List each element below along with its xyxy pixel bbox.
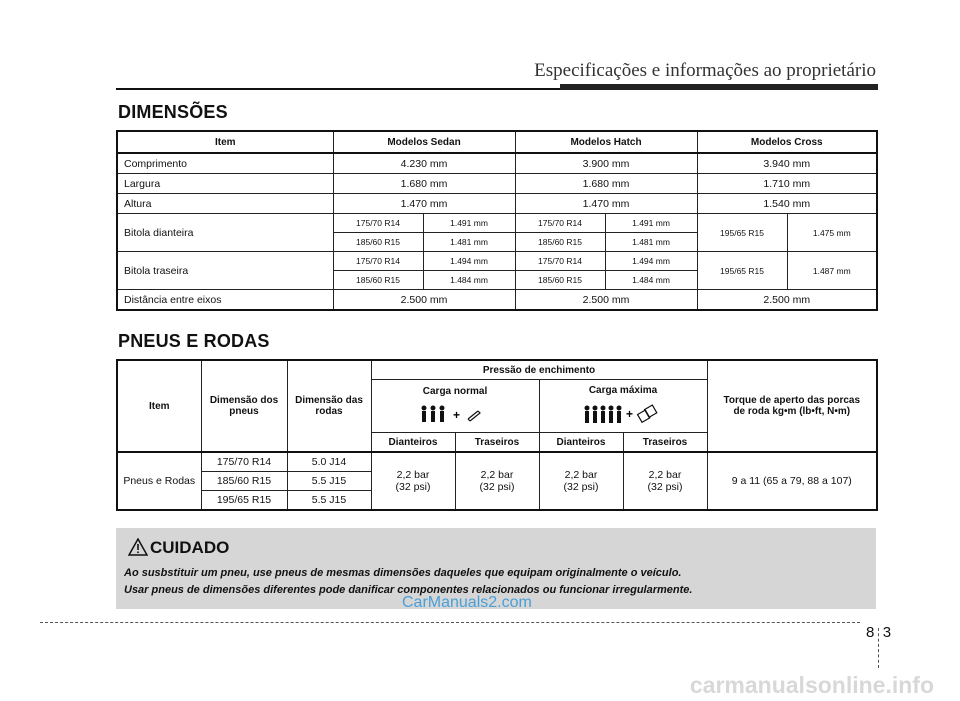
warning-triangle-icon: [128, 538, 148, 556]
table-row: Altura 1.470 mm 1.470 mm 1.540 mm: [117, 194, 877, 214]
table-row: Bitola dianteira 175/70 R14 1.491 mm 175/70 R14 1.491 mm 195/65 R15 1.475 mm: [117, 214, 877, 233]
dim-header-hatch: Modelos Hatch: [515, 131, 697, 153]
dim-header-item: Item: [117, 131, 333, 153]
page-header-title: Especificações e informações ao proprietário: [534, 60, 876, 81]
passengers-luggage-icon: [583, 404, 663, 424]
table-row: 195/65 R15 5.5 J15: [117, 491, 877, 511]
normal-load-icon: [420, 405, 490, 423]
svg-text:+: +: [453, 408, 461, 422]
header-rule-thick: [560, 84, 878, 90]
caution-title: CUIDADO: [150, 538, 230, 557]
table-row: 185/60 R15 1.484 mm 185/60 R15 1.484 mm: [117, 271, 877, 290]
page-number: 8 3: [866, 624, 892, 641]
watermark-link[interactable]: CarManuals2.com: [402, 594, 532, 611]
tyres-table: Item Dimensão dos pneus Dimensão das rodas Pressão de enchimento Torque de aperto das porcas de roda kg•m (lb•ft, N•m) Carga normal + Carga máxima + Dianteiros Traseiros Dianteiros Traseiros Pneus e Rodas 175/70 R14 5.0 J14 2,2 bar (32 psi) 2,2 bar (32 psi) 2,2 bar (32 psi) 2,2 bar (32 psi) 9 a 11 (65 a 79, 88 a 107) 185/60 R15 5.5 J15 195/65 R15 5.5 J15: [116, 359, 878, 511]
dimensions-table: [116, 130, 878, 311]
table-row: Bitola traseira 175/70 R14 1.494 mm 175/70 R14 1.494 mm 195/65 R15 1.487 mm: [117, 252, 877, 271]
tyres-title: PNEUS E RODAS: [118, 331, 270, 351]
table-row: Pneus e Rodas 175/70 R14 5.0 J14 2,2 bar (32 psi) 2,2 bar (32 psi) 2,2 bar (32 psi) 2,2 bar (32 psi) 9 a 11 (65 a 79, 88 a 107): [117, 452, 877, 472]
table-row: 185/60 R15 1.481 mm 185/60 R15 1.481 mm: [117, 233, 877, 252]
svg-text:+: +: [626, 407, 634, 421]
dimensions-title: DIMENSÕES: [118, 102, 228, 122]
table-row: Comprimento 4.230 mm 3.900 mm 3.940 mm: [117, 153, 877, 174]
footer-watermark: carmanualsonline.info: [689, 672, 934, 698]
passengers-icon: [420, 405, 490, 423]
header-rule: [116, 88, 560, 90]
dim-header-sedan: Modelos Sedan: [333, 131, 515, 153]
caution-text: Ao susbstituir um pneu, use pneus de mesmas dimensões daqueles que equipam originalmente o veículo. Usar pneus de dimensões diferentes pode danificar componentes relacionados ou funcionar irregularmente.: [124, 567, 693, 596]
footer-dash-rule: [40, 622, 860, 623]
table-row: Largura 1.680 mm 1.680 mm 1.710 mm: [117, 174, 877, 194]
table-row: 185/60 R15 5.5 J15: [117, 472, 877, 491]
dim-header-cross: Modelos Cross: [697, 131, 877, 153]
max-load-icon: [583, 404, 663, 424]
table-row: Distância entre eixos 2.500 mm 2.500 mm 2.500 mm: [117, 290, 877, 311]
